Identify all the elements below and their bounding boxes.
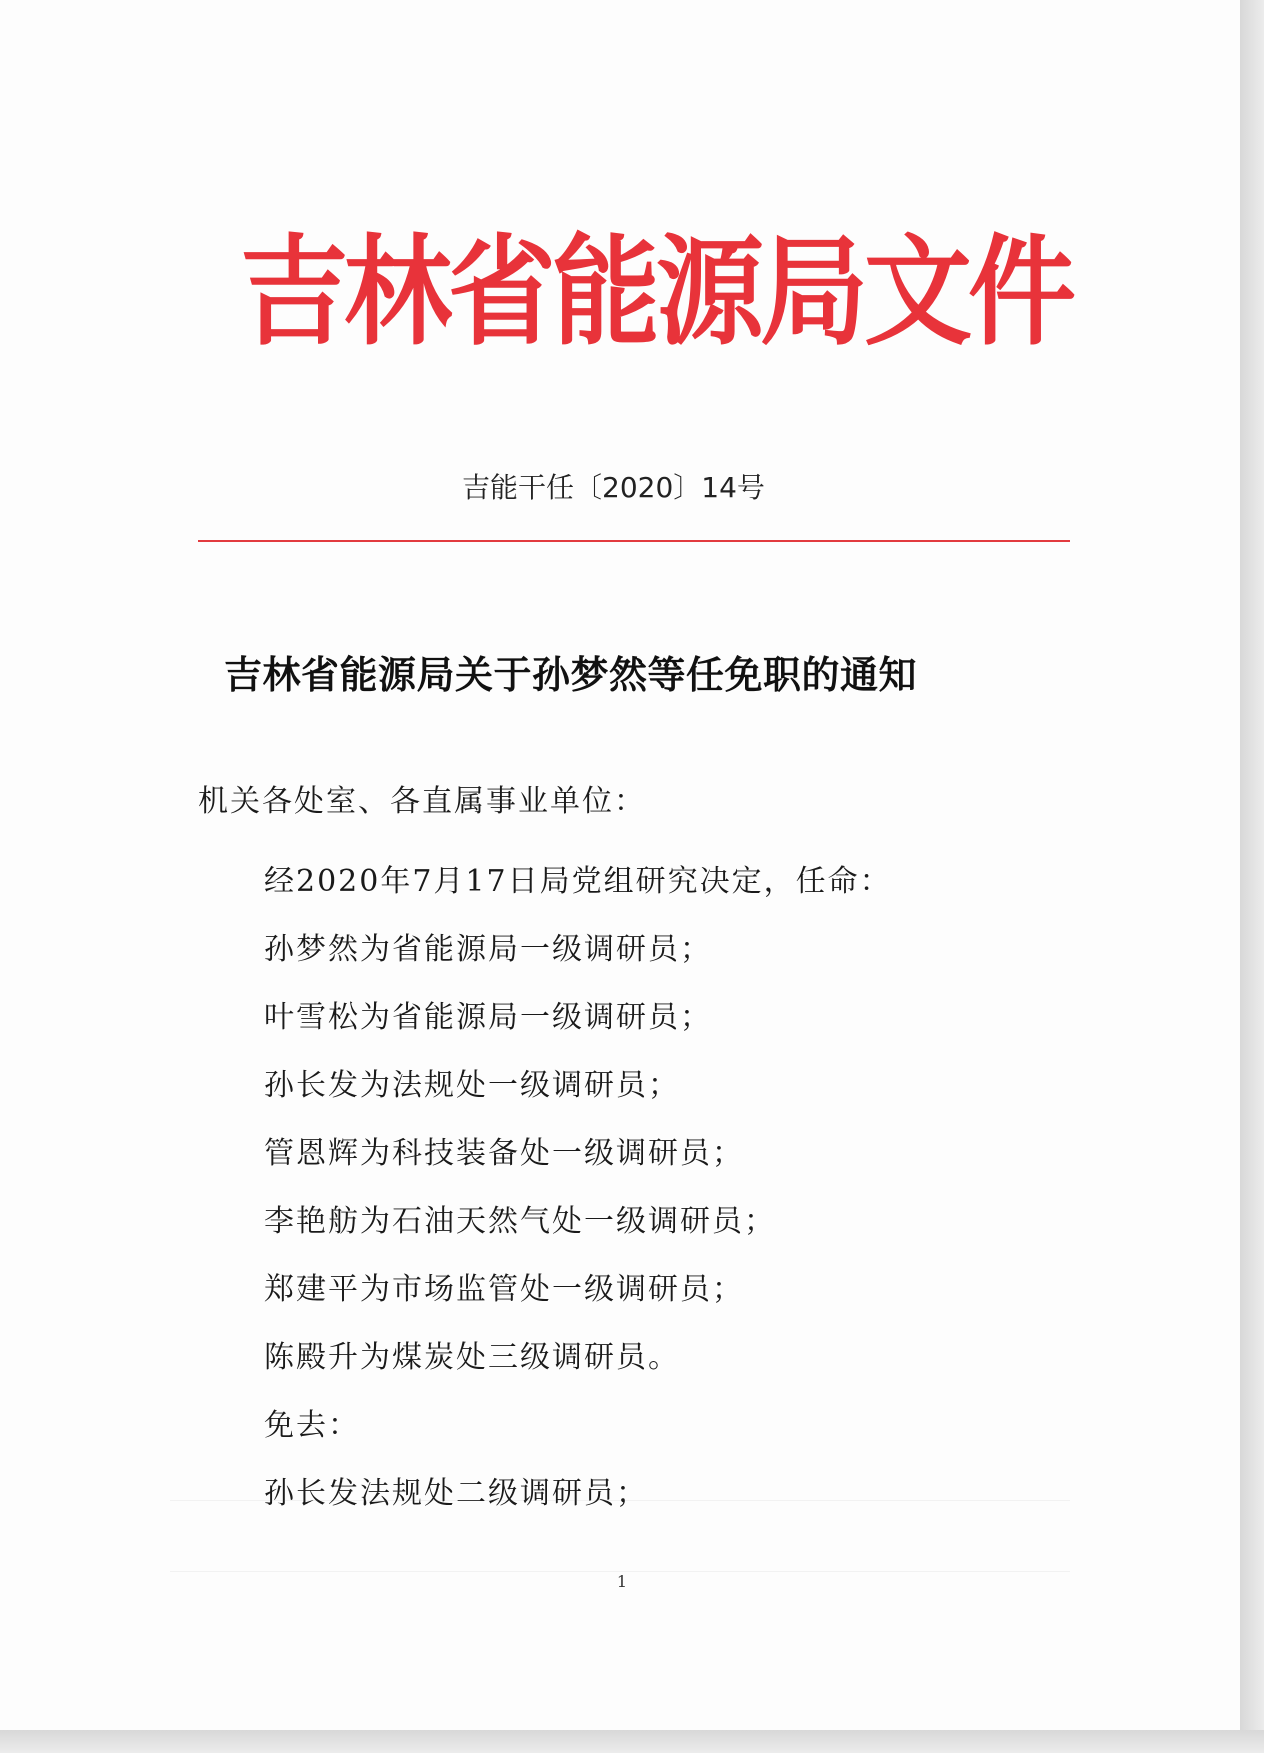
body-line: 陈殿升为煤炭处三级调研员。 [264, 1340, 680, 1375]
body-line: 叶雪松为省能源局一级调研员； [264, 1000, 712, 1035]
notice-title: 吉林省能源局关于孙梦然等任免职的通知 [224, 653, 918, 697]
body-line: 郑建平为市场监管处一级调研员； [264, 1272, 744, 1307]
scan-edge-right [1240, 0, 1264, 1753]
page-number: 1 [616, 1572, 628, 1591]
body-line: 管恩辉为科技装备处一级调研员； [264, 1136, 744, 1171]
scan-bleed-through [170, 1500, 1070, 1572]
body-line-intro: 经2020年7月17日局党组研究决定，任命： [264, 864, 892, 899]
body-line: 孙梦然为省能源局一级调研员； [264, 932, 712, 967]
masthead-title: 吉林省能源局文件 [240, 224, 1073, 362]
scan-edge-bottom [0, 1730, 1264, 1753]
notice-body [264, 860, 1164, 1540]
body-line: 孙长发为法规处一级调研员； [264, 1068, 680, 1103]
header-divider [198, 540, 1070, 542]
body-line: 孙长发法规处二级调研员； [264, 1476, 648, 1511]
body-line-dismissal-heading: 免去： [264, 1408, 360, 1443]
body-line: 李艳舫为石油天然气处一级调研员； [264, 1204, 776, 1239]
addressee: 机关各处室、各直属事业单位： [198, 784, 646, 819]
document-number: 吉能干任〔2020〕14号 [462, 471, 765, 504]
